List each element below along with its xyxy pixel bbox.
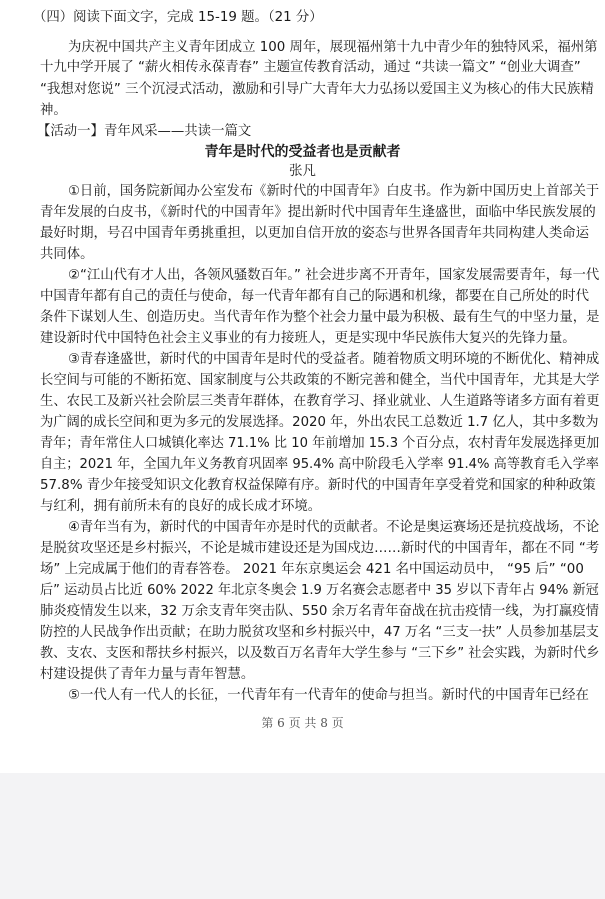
paragraph-line: 场” 上完成属于他们的青春答卷。 2021 年东京奥运会 421 名中国运动员中， “95 后” “00 — [40, 562, 584, 577]
paragraph-line: 后” 运动员占比近 60% 2022 年北京冬奥会 1.9 万名赛会志愿者中 35 岁以下青年占 94% 新冠 — [40, 583, 599, 598]
paragraph-line: 与红利，拥有前所未有的良好的成长成才环境。 — [40, 499, 322, 514]
paragraph-line: 村建设提供了青年力量与青年智慧。 — [40, 667, 255, 682]
paragraph-line: 为广阔的成长空间和更为多元的发展选择。2020 年，外出农民工总数近 1.7 亿人，其中多数为 — [40, 415, 599, 430]
paragraph-line: 青年发展的白皮书，《新时代的中国青年》提出新时代中国青年生逢盛世，面临中华民族发展的 — [40, 205, 596, 220]
viewer-background — [0, 773, 605, 899]
paragraph-line: 共同体。 — [40, 247, 94, 262]
paragraph-line: 建设新时代中国特色社会主义事业的有力接班人，更是实现中华民族伟大复兴的先锋力量。 — [40, 331, 576, 346]
article-title: 青年是时代的受益者也是贡献者 — [204, 144, 401, 160]
paragraph-line: 57.8% 青少年接受知识文化教育权益保障有序。新时代的中国青年享受着党和国家的种种政策 — [40, 478, 596, 493]
paragraph-line: ②“江山代有才人出，各领风骚数百年。” 社会进步离不开青年，国家发展需要青年，每一代 — [68, 268, 600, 283]
paragraph-line: 条件下谋划人生、创造历史。当代青年作为整个社会力量中最为积极、最有生气的中坚力量，是 — [40, 310, 600, 325]
paragraph-line: 长空间与可能的不断拓宽、国家制度与公共政策的不断完善和健全，当代中国青年，尤其是大学 — [40, 373, 600, 388]
paragraph-line: 是脱贫攻坚还是乡村振兴，不论是城市建设还是为国戍边……新时代的中国青年，都在不同 “考 — [40, 541, 600, 556]
activity-label: 【活动一】青年风采——共读一篇文 — [37, 124, 252, 139]
paragraph-line: 肺炎疫情发生以来，32 万余支青年突击队、550 余万名青年奋战在抗击疫情一线，为打赢疫情 — [40, 604, 599, 619]
intro-line: 为庆祝中国共产主义青年团成立 100 周年，展现福州第十九中青少年的独特风采，福州第 — [68, 40, 598, 55]
article-author: 张凡 — [289, 164, 316, 179]
paragraph-line: ①日前，国务院新闻办公室发布《新时代的中国青年》白皮书。作为新中国历史上首部关于 — [68, 184, 600, 199]
intro-line: 十九中学开展了 “薪火相传永葆青春” 主题宣传教育活动，通过 “共读一篇文” “创业大调查” — [40, 60, 581, 75]
intro-line: “我想对您说” 三个沉浸式活动，激励和引导广大青年大力弘扬以爱国主义为核心的伟大民族精 — [40, 82, 594, 97]
paragraph-line: 中国青年都有自己的责任与使命，每一代青年都有自己的际遇和机缘，都要在自己所处的时代 — [40, 289, 590, 304]
page-number: 第 6 页 共 8 页 — [261, 716, 344, 730]
paragraph-line: 教、支农、支医和帮扶乡村振兴，以及数百万名青年大学生参与 “三下乡” 社会实践，为新时代乡 — [40, 646, 600, 661]
paragraph-line: ④青年当有为，新时代的中国青年亦是时代的贡献者。不论是奥运赛场还是抗疫战场，不论 — [68, 520, 600, 535]
paragraph-line: ⑤一代人有一代人的长征，一代青年有一代青年的使命与担当。新时代的中国青年已经在 — [68, 688, 589, 703]
paragraph-line: 青年；青年常住人口城镇化率达 71.1% 比 10 年前增加 15.3 个百分点，农村青年发展选择更加 — [40, 436, 600, 451]
paragraph-line: 防控的人民战争作出贡献；在助力脱贫攻坚和乡村振兴中，47 万名 “三支一扶” 人员参加基层支 — [40, 625, 599, 640]
question-heading: （四）阅读下面文字，完成 15-19 题。（21 分） — [33, 10, 323, 25]
paragraph-line: 生、农民工及新兴社会阶层三类青年群体，在教育学习、择业就业、人生道路等诸多方面有着更 — [40, 394, 600, 409]
paragraph-line: 最好时期，号召中国青年勇挑重担，以更加自信开放的姿态与世界各国青年共同构建人类命运 — [40, 226, 590, 241]
paragraph-line: 自主；2021 年，全国九年义务教育巩固率 95.4% 高中阶段毛入学率 91.4% 高等教育毛入学率 — [40, 457, 599, 472]
paragraph-line: ③青春逢盛世，新时代的中国青年是时代的受益者。随着物质文明环境的不断优化、精神成 — [68, 352, 600, 367]
intro-line: 神。 — [40, 103, 67, 118]
